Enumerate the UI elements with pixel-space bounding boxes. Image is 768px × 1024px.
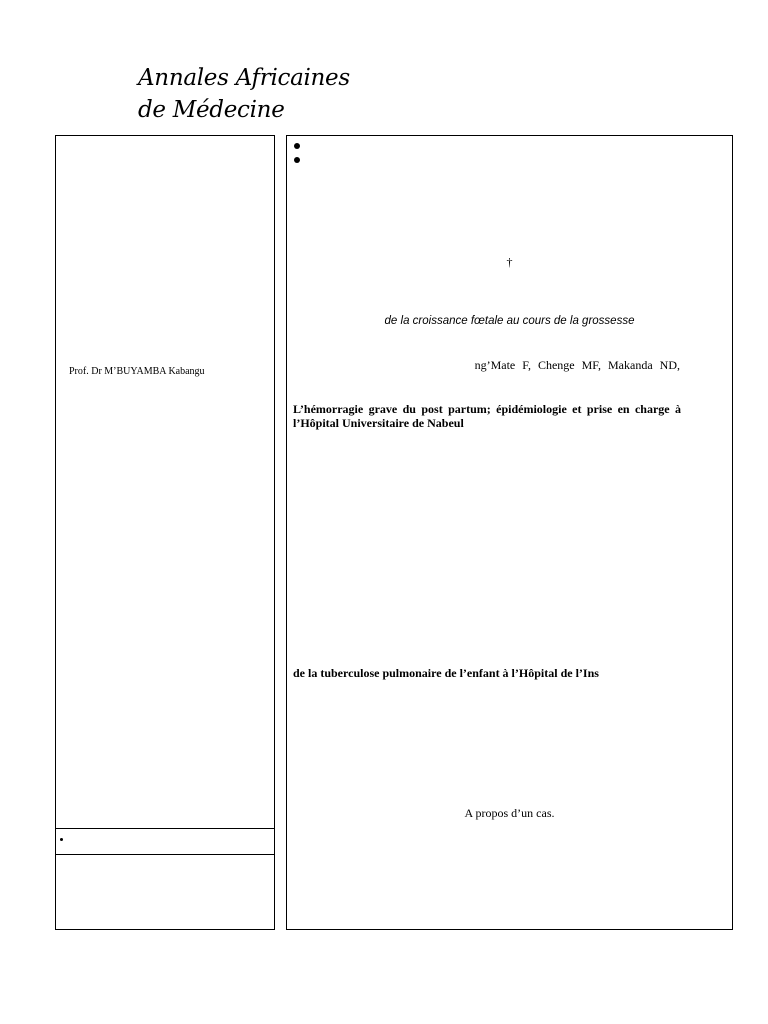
article-title: A propos d’un cas.: [464, 806, 555, 820]
article-authors: ng’Mate F, Chenge MF, Makanda ND,: [474, 358, 680, 372]
editorial-sidebar: [55, 135, 275, 930]
article-title: de la croissance fœtale au cours de la grossesse: [384, 315, 635, 327]
journal-title-line1: Annales Africaines: [138, 65, 350, 91]
article-title: L’hémorragie grave du post partum; épidémiologie et prise en charge à l’Hôpital Universitaire de Nabeul: [293, 402, 681, 430]
sidebar-divider: [56, 854, 274, 855]
sidebar-divider: [56, 828, 274, 829]
dagger-symbol: †: [506, 255, 513, 269]
editor-name: Prof. Dr M’BUYAMBA Kabangu: [69, 366, 205, 377]
bullet-marker: [60, 838, 63, 841]
article-title: de la tuberculose pulmonaire de l’enfant à l’Hôpital de l’Ins: [293, 666, 599, 680]
bullet-marker: [294, 157, 300, 163]
table-of-contents: [286, 135, 733, 930]
journal-title-line2: de Médecine: [138, 97, 285, 123]
bullet-marker: [294, 143, 300, 149]
journal-title: [138, 62, 350, 126]
